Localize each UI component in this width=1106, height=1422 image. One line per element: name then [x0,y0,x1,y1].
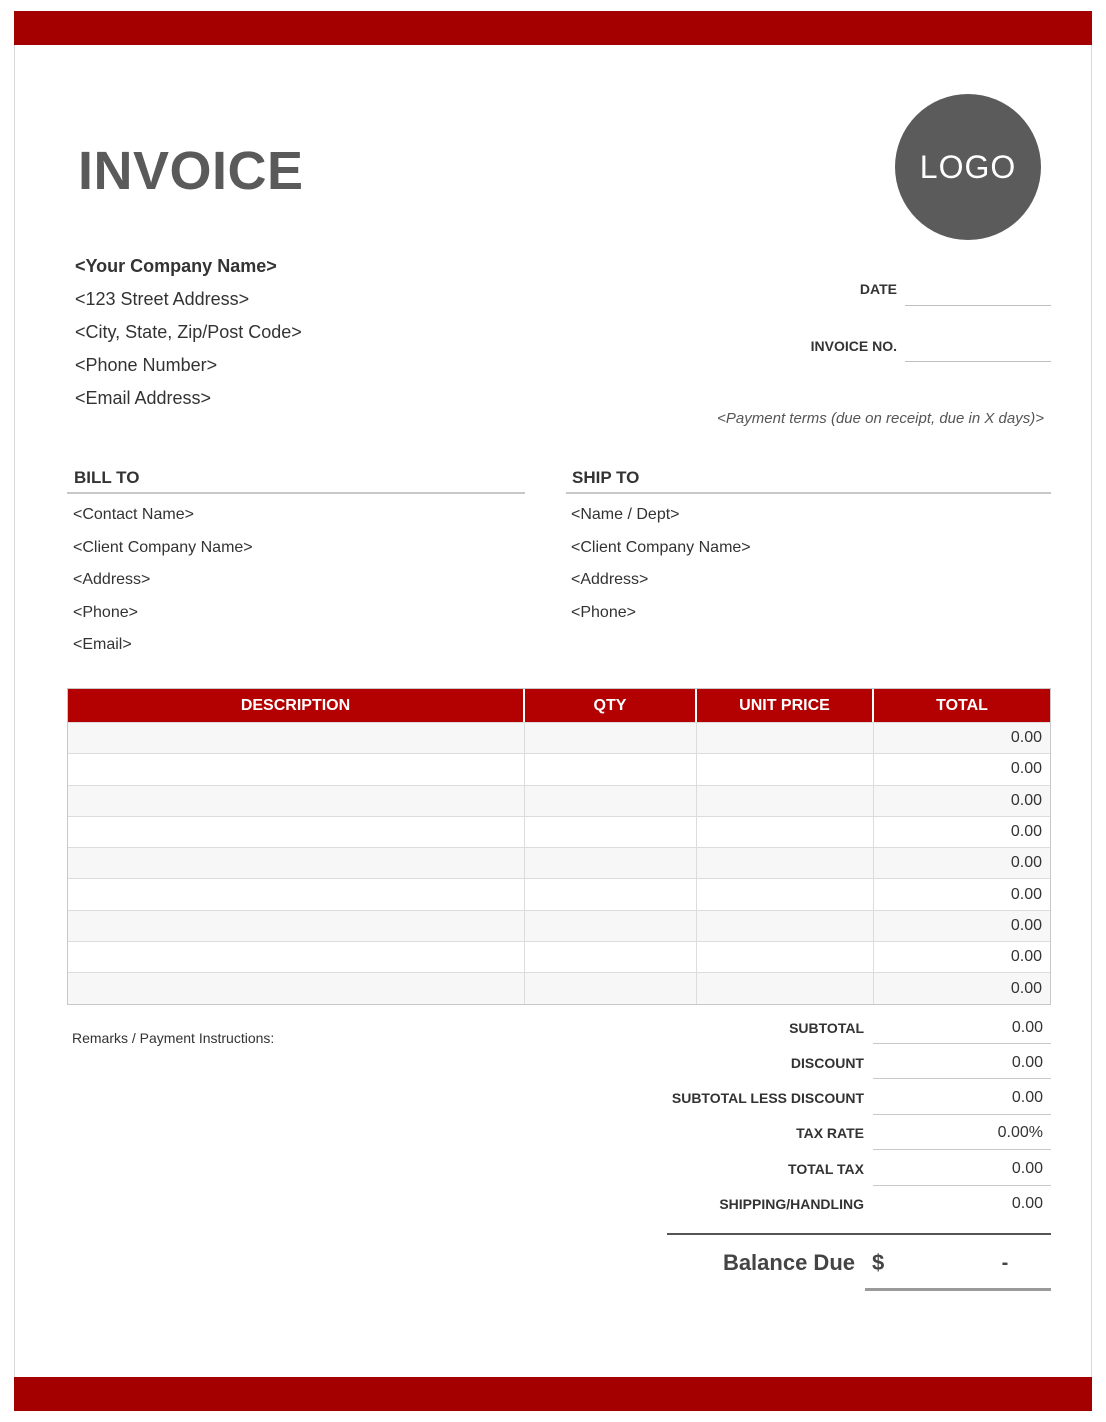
ship-to-phone: <Phone> [571,604,636,621]
bill-to-company: <Client Company Name> [73,539,253,556]
table-row [68,941,1050,972]
description-cell[interactable] [68,754,525,784]
tax-rate-value[interactable]: 0.00% [997,1124,1043,1141]
unit-price-cell[interactable] [697,723,874,753]
company-city: <City, State, Zip/Post Code> [75,322,302,342]
shipping-handling-label: SHIPPING/HANDLING [719,1196,864,1212]
discount-rule [873,1078,1051,1079]
column-header-description: DESCRIPTION [68,689,525,722]
total-cell: 0.00 [1010,916,1042,934]
invoice-no-label: INVOICE NO. [810,338,897,354]
unit-price-cell[interactable] [697,754,874,784]
unit-price-cell[interactable] [697,817,874,847]
subtotal-label: SUBTOTAL [789,1020,864,1036]
bill-to-rule [67,492,525,494]
unit-price-cell[interactable] [697,848,874,878]
ship-to-name: <Name / Dept> [571,506,680,523]
balance-underline [865,1288,1051,1291]
total-cell: 0.00 [1010,760,1042,778]
table-row [68,847,1050,878]
subtotal-value: 0.00 [1011,1019,1043,1036]
bill-to-email: <Email> [73,636,132,653]
total-cell: 0.00 [1010,854,1042,872]
unit-price-cell[interactable] [697,973,874,1003]
description-cell[interactable] [68,911,525,941]
qty-cell[interactable] [525,723,697,753]
description-cell[interactable] [68,942,525,972]
table-row [68,785,1050,816]
column-header-unit-price: UNIT PRICE [697,689,874,722]
tax-rate-rule [873,1149,1051,1150]
tax-rate-label: TAX RATE [796,1125,864,1141]
qty-cell[interactable] [525,848,697,878]
table-row [68,722,1050,753]
total-cell: 0.00 [1010,948,1042,966]
description-cell[interactable] [68,848,525,878]
company-phone: <Phone Number> [75,355,218,375]
ship-to-company: <Client Company Name> [571,539,751,556]
total-cell: 0.00 [1010,823,1042,841]
table-row [68,910,1050,941]
balance-due-value: - [1001,1252,1009,1274]
bill-to-heading: BILL TO [74,468,140,487]
top-accent-band [14,11,1092,45]
ship-to-address: <Address> [571,571,649,588]
column-header-total: TOTAL [936,696,988,714]
unit-price-cell[interactable] [697,786,874,816]
description-cell[interactable] [68,723,525,753]
remarks-label: Remarks / Payment Instructions: [72,1030,275,1046]
date-field[interactable] [905,305,1051,306]
company-email: <Email Address> [75,388,212,408]
description-cell[interactable] [68,973,525,1003]
logo-placeholder [895,94,1041,240]
total-tax-value: 0.00 [1011,1160,1043,1177]
table-body [68,722,1050,1004]
qty-cell[interactable] [525,817,697,847]
balance-due-label: Balance Due [722,1250,855,1275]
description-cell[interactable] [68,879,525,909]
table-row [68,972,1050,1003]
unit-price-cell[interactable] [697,942,874,972]
company-street: <123 Street Address> [75,289,250,309]
total-cell: 0.00 [1010,979,1042,997]
company-name: <Your Company Name> [75,256,277,276]
unit-price-cell[interactable] [697,879,874,909]
unit-price-cell[interactable] [697,911,874,941]
subtotal-less-discount-label: SUBTOTAL LESS DISCOUNT [671,1090,864,1106]
total-tax-label: TOTAL TAX [788,1161,864,1177]
bill-to-phone: <Phone> [73,604,138,621]
table-row [68,816,1050,847]
qty-cell[interactable] [525,973,697,1003]
table-row [68,878,1050,909]
invoice-title: INVOICE [78,141,304,201]
line-items-table [67,688,1051,1005]
total-cell: 0.00 [1010,885,1042,903]
description-cell[interactable] [68,786,525,816]
qty-cell[interactable] [525,754,697,784]
bottom-accent-band [14,1377,1092,1411]
subtotal-less-discount-value: 0.00 [1011,1089,1043,1106]
balance-currency: $ [872,1250,885,1275]
total-cell: 0.00 [1010,791,1042,809]
bill-to-contact: <Contact Name> [73,506,194,523]
date-label: DATE [859,281,897,297]
ship-to-rule [566,492,1051,494]
qty-cell[interactable] [525,911,697,941]
total-cell: 0.00 [1010,729,1042,747]
discount-label: DISCOUNT [790,1055,864,1071]
shipping-handling-value[interactable]: 0.00 [1011,1195,1043,1212]
logo-text: LOGO [919,148,1017,185]
qty-cell[interactable] [525,942,697,972]
table-header [68,689,1050,722]
ship-to-heading: SHIP TO [572,468,640,487]
table-row [68,753,1050,784]
column-header-qty: QTY [525,689,697,722]
description-cell[interactable] [68,817,525,847]
total-tax-rule [873,1185,1051,1186]
subtotal-rule [873,1043,1051,1044]
balance-top-rule [667,1233,1051,1235]
invoice-no-field[interactable] [905,361,1051,362]
bill-to-address: <Address> [73,571,151,588]
qty-cell[interactable] [525,786,697,816]
payment-terms: <Payment terms (due on receipt, due in X days)> [717,410,1044,427]
discount-value[interactable]: 0.00 [1011,1054,1043,1071]
qty-cell[interactable] [525,879,697,909]
subtotal-less-discount-rule [873,1114,1051,1115]
